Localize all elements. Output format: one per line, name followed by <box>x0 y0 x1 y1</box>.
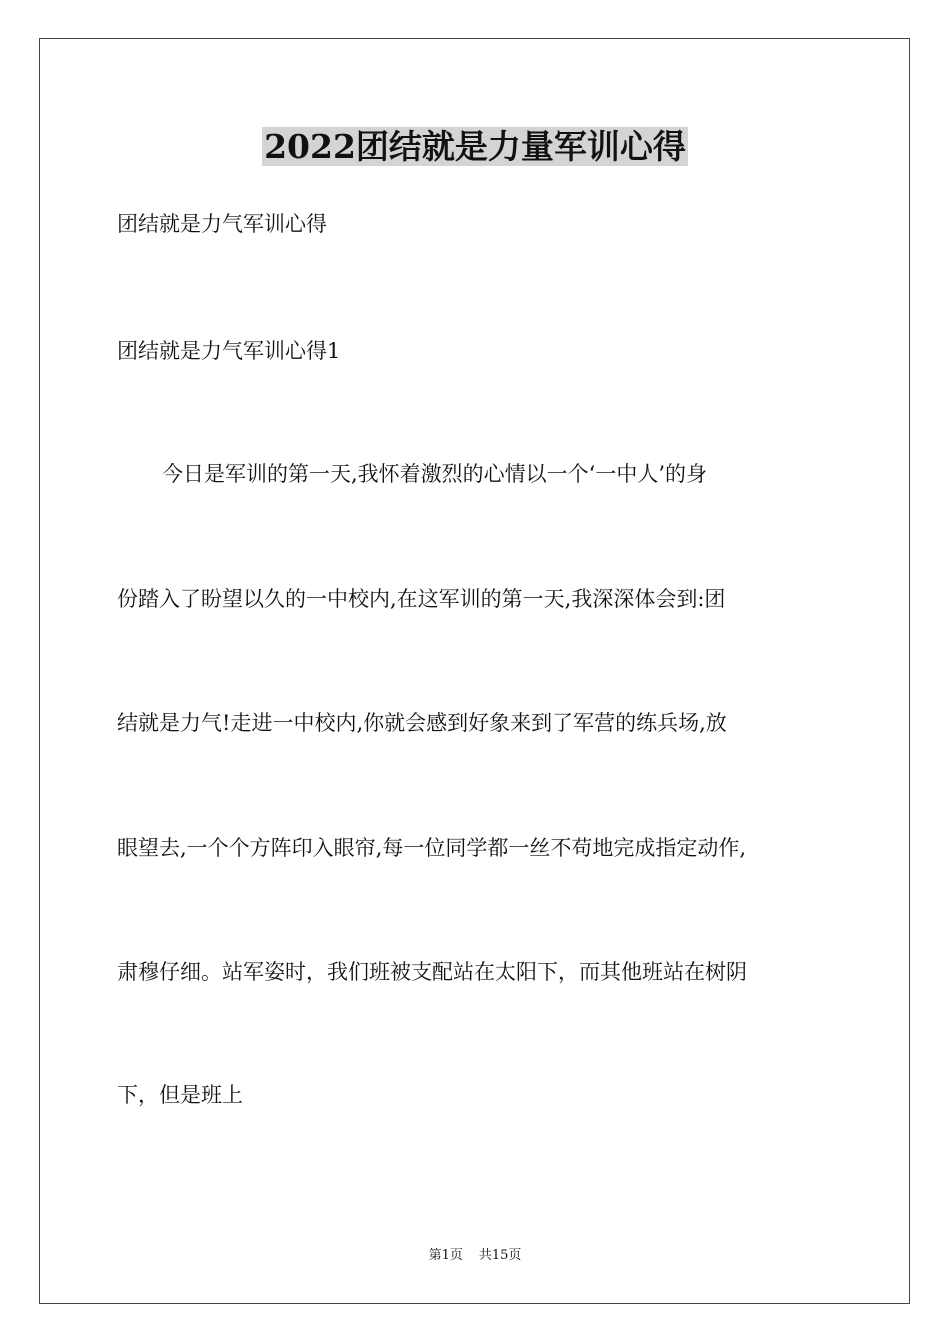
document-title-text: 2022团结就是力量军训心得 <box>264 127 686 166</box>
page-total: 共15页 <box>478 1248 522 1263</box>
paragraph-line: 份踏入了盼望以久的一中校内,在这军训的第一天,我深深体会到:团 <box>117 587 726 611</box>
paragraph-line: 下，但是班上 <box>117 1083 243 1107</box>
page-footer <box>0 1246 950 1266</box>
paragraph-line: 今日是军训的第一天,我怀着激烈的心情以一个‘一中人’的身 <box>162 462 708 486</box>
document-subtitle: 团结就是力气军训心得 <box>117 212 327 236</box>
page-number: 第1页 <box>428 1248 463 1263</box>
paragraph-line: 眼望去,一个个方阵印入眼帘,每一位同学都一丝不苟地完成指定动作, <box>117 836 747 860</box>
paragraph-line: 结就是力气!走进一中校内,你就会感到好象来到了军营的练兵场,放 <box>117 711 727 735</box>
document-title <box>0 124 950 170</box>
section-heading: 团结就是力气军训心得1 <box>117 339 341 363</box>
paragraph-line: 肃穆仔细。站军姿时，我们班被支配站在太阳下，而其他班站在树阴 <box>117 960 747 984</box>
